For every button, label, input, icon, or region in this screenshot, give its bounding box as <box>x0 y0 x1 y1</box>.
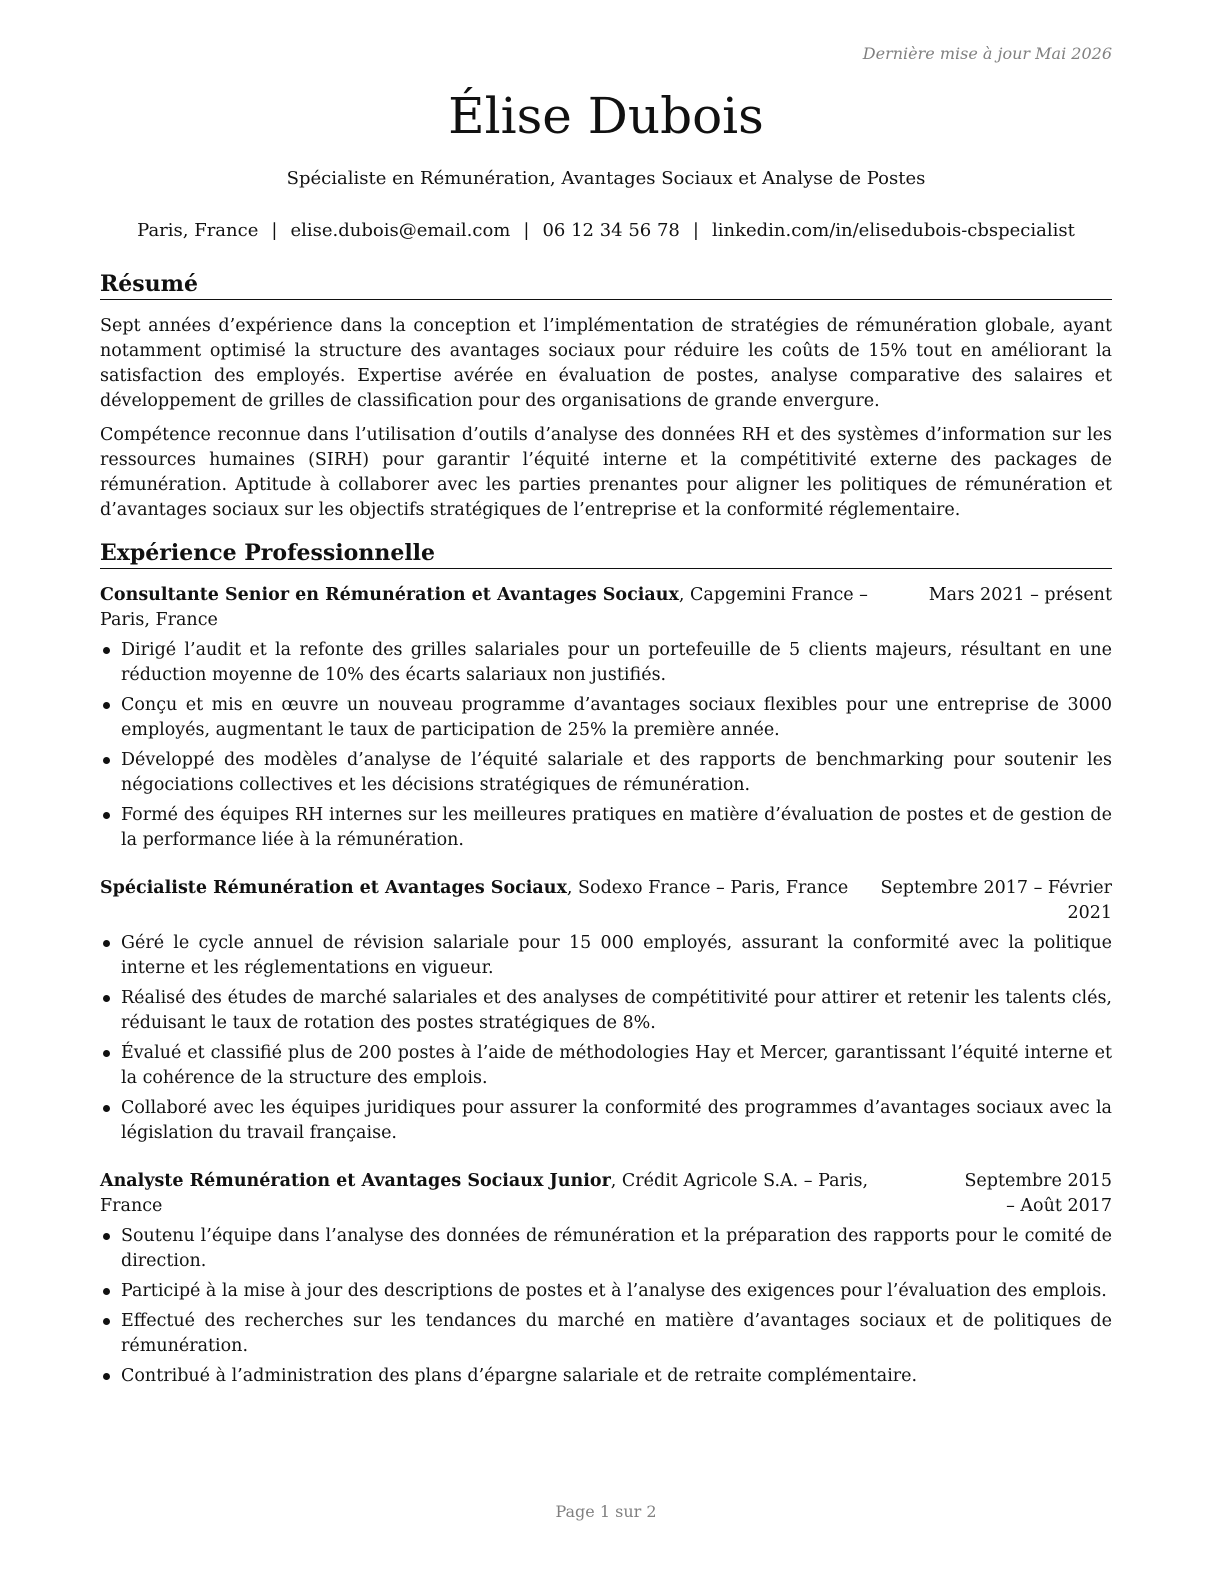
page-number: Page 1 sur 2 <box>555 1502 657 1521</box>
list-item: Évalué et classifié plus de 200 postes à l’aide de méthodologies Hay et Mercer, garantissant l’équité interne et la cohérence de la structure des emplois. <box>100 1041 1112 1091</box>
contact-line <box>100 219 1112 243</box>
list-item: Collaboré avec les équipes juridiques pour assurer la conformité des programmes d’avantages sociaux avec la législation du travail française. <box>100 1096 1112 1146</box>
list-item: Dirigé l’audit et la refonte des grilles salariales pour un portefeuille de 5 clients majeurs, résultant en une réduction moyenne de 10% des écarts salariaux non justifiés. <box>100 638 1112 688</box>
list-item: Conçu et mis en œuvre un nouveau programme d’avantages sociaux flexibles pour une entreprise de 3000 employés, augmentant le taux de participation de 25% la première année. <box>100 693 1112 743</box>
job-dates: Septembre 2015 – Août 2017 <box>964 1171 1112 1216</box>
list-item: Effectué des recherches sur les tendances du marché en matière d’avantages sociaux et de politiques de rémunération. <box>100 1309 1112 1359</box>
job-dates: Mars 2021 – présent <box>928 585 1112 605</box>
list-item: Géré le cycle annuel de révision salariale pour 15 000 employés, assurant la conformité avec la politique interne et les réglementations en vigueur. <box>100 931 1112 981</box>
list-item: Développé des modèles d’analyse de l’équité salariale et des rapports de benchmarking pour soutenir les négociations collectives et les décisions stratégiques de rémunération. <box>100 748 1112 798</box>
job-header <box>100 1169 1112 1219</box>
contact-linkedin[interactable]: linkedin.com/in/elisedubois-cbspecialist <box>711 220 1075 241</box>
contact-phone: 06 12 34 56 78 <box>542 220 680 241</box>
job-bullet-list <box>100 638 1112 858</box>
job-role: Spécialiste Rémunération et Avantages Sociaux <box>100 878 567 898</box>
section-title-summary: Résumé <box>100 270 1112 300</box>
resume-page <box>100 0 1112 1584</box>
job-title-line <box>100 876 890 901</box>
contact-separator: | <box>692 220 699 241</box>
candidate-headline: Spécialiste en Rémunération, Avantages Sociaux et Analyse de Postes <box>286 168 926 189</box>
contact-separator: | <box>271 220 278 241</box>
contact-email[interactable]: elise.dubois@email.com <box>290 220 511 241</box>
list-item: Formé des équipes RH internes sur les meilleures pratiques en matière d’évaluation de postes et de gestion de la performance liée à la rémunération. <box>100 803 1112 853</box>
job-header <box>100 876 1112 923</box>
job-dates: Septembre 2017 – Février 2021 <box>880 878 1112 923</box>
job-role: Analyste Rémunération et Avantages Sociaux Junior <box>100 1171 611 1191</box>
section-title-experience: Expérience Professionnelle <box>100 539 1112 569</box>
summary-paragraph: Compétence reconnue dans l’utilisation d’outils d’analyse des données RH et des systèmes d’information sur les ressources humaines (SIRH) pour garantir l’équité interne et la compétitivité externe des packages de rémunération. Aptitude à collaborer avec les parties prenantes pour aligner les politiques de rémunération et d’avantages sociaux sur les objectifs stratégiques de l’entreprise et la conformité réglementaire. <box>100 425 1112 520</box>
job-title-line <box>100 1169 890 1219</box>
job-bullet-list <box>100 1224 1112 1394</box>
job-role: Consultante Senior en Rémunération et Avantages Sociaux <box>100 585 679 605</box>
last-updated-date: Dernière mise à jour Mai 2026 <box>862 44 1112 63</box>
job-company: , Capgemini France – Paris, France <box>100 585 868 630</box>
list-item: Réalisé des études de marché salariales et des analyses de compétitivité pour attirer et retenir les talents clés, réduisant le taux de rotation des postes stratégiques de 8%. <box>100 986 1112 1036</box>
job-header <box>100 583 1112 633</box>
list-item: Soutenu l’équipe dans l’analyse des données de rémunération et la préparation des rapports pour le comité de direction. <box>100 1224 1112 1274</box>
summary-paragraph: Sept années d’expérience dans la conception et l’implémentation de stratégies de rémunération globale, ayant notamment optimisé la structure des avantages sociaux pour réduire les coûts de 15% tout en améliorant la satisfaction des employés. Expertise avérée en évaluation de postes, analyse comparative des salaires et développement de grilles de classification pour des organisations de grande envergure. <box>100 316 1112 411</box>
list-item: Participé à la mise à jour des descriptions de postes et à l’analyse des exigences pour l’évaluation des emplois. <box>100 1279 1112 1304</box>
contact-location: Paris, France <box>137 220 259 241</box>
list-item: Contribué à l’administration des plans d’épargne salariale et de retraite complémentaire. <box>100 1364 1112 1389</box>
job-bullet-list <box>100 931 1112 1151</box>
job-company: , Crédit Agricole S.A. – Paris, France <box>100 1171 869 1216</box>
contact-separator: | <box>523 220 530 241</box>
job-title-line <box>100 583 890 633</box>
job-company: , Sodexo France – Paris, France <box>566 878 849 898</box>
candidate-name: Élise Dubois <box>448 87 764 145</box>
